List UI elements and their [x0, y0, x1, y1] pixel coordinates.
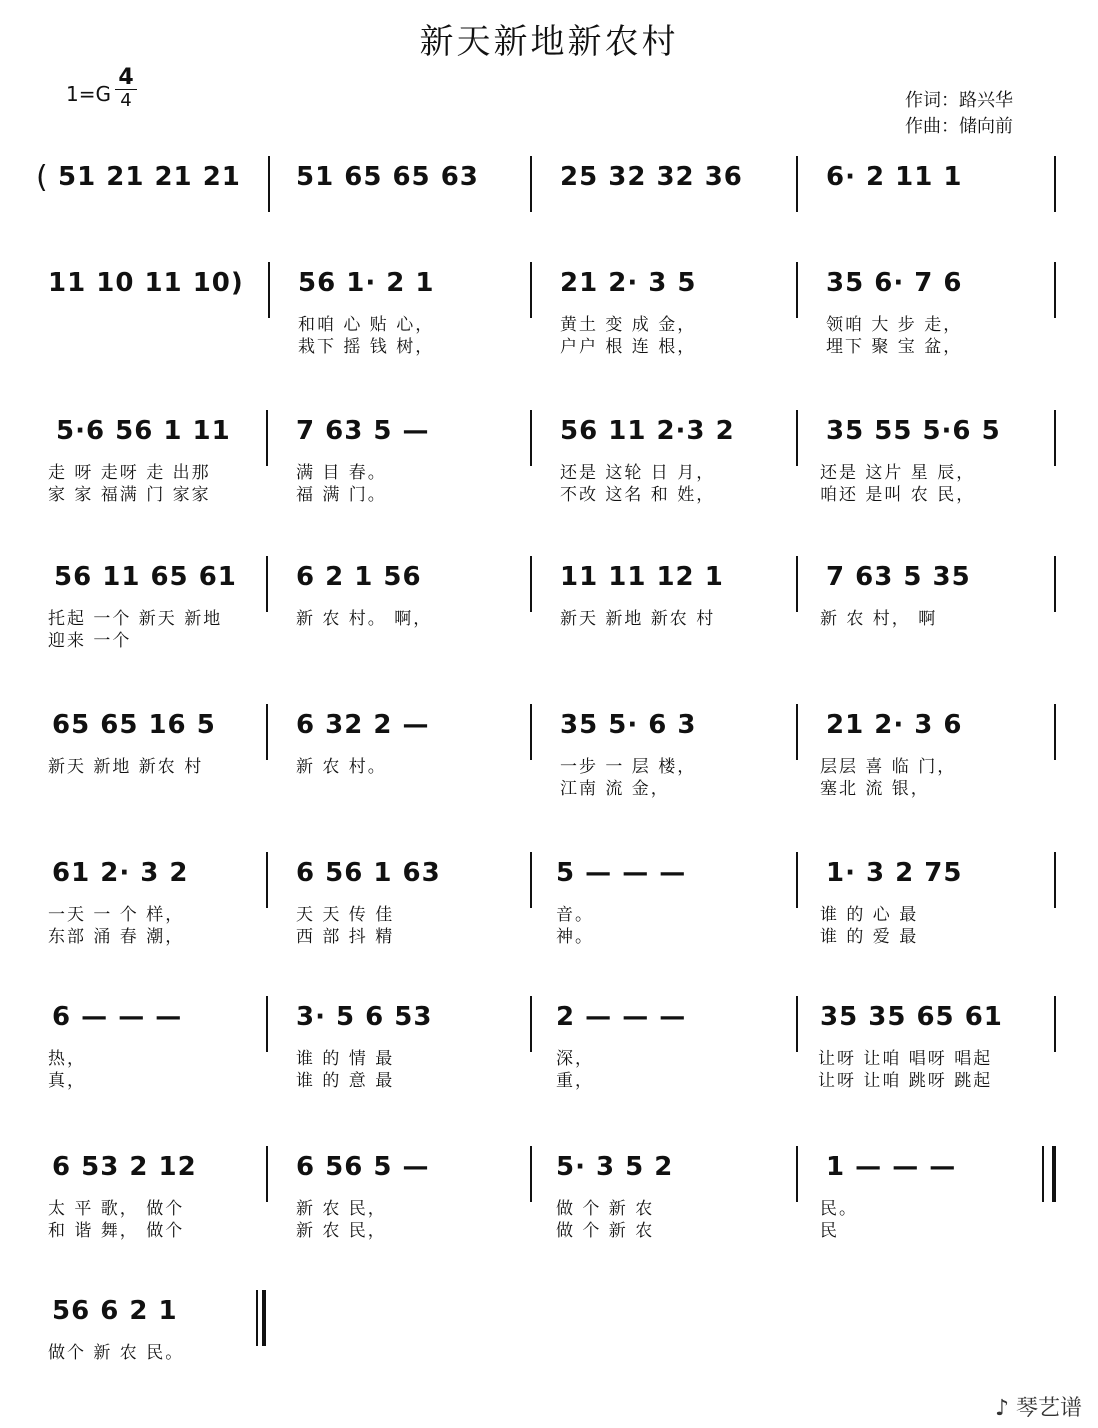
measure: 6 53 2 12 [52, 1152, 197, 1182]
measure: 1· 3 2 75 [826, 858, 963, 888]
time-signature-top: 4 [118, 65, 134, 90]
lyric-verse-1: 走 呀 走呀 走 出那 [48, 463, 211, 483]
measure: 1 — — — [826, 1152, 957, 1182]
lyric-verse-1: 民。 [820, 1199, 858, 1219]
lyric-verse-1: 太 平 歌， 做个 [48, 1199, 185, 1219]
lyric-verse-2: 西 部 抖 精 [296, 927, 395, 947]
lyric-verse-2: 谁 的 意 最 [296, 1071, 395, 1091]
lyric-verse-1: 做 个 新 农 [556, 1199, 655, 1219]
measure: 5·6 56 1 11 [56, 416, 231, 446]
measure: 51 21 21 21 [58, 162, 241, 192]
barline [796, 704, 798, 760]
watermark-logo [995, 1391, 1082, 1422]
measure: 6 32 2 — [296, 710, 430, 740]
barline [266, 996, 268, 1052]
measure: 56 11 65 61 [54, 562, 237, 592]
measure: 56 6 2 1 [52, 1296, 178, 1326]
measure: 65 65 16 5 [52, 710, 216, 740]
barline [268, 156, 270, 212]
measure: 61 2· 3 2 [52, 858, 189, 888]
end-barline-thin [256, 1290, 258, 1346]
lyric-verse-2: 让呀 让咱 跳呀 跳起 [818, 1071, 993, 1091]
lyric-verse-2: 咱还 是叫 农 民， [820, 485, 976, 505]
measure: 7 63 5 — [296, 416, 430, 446]
measure: 35 6· 7 6 [826, 268, 963, 298]
lyric-verse-2: 塞北 流 银， [820, 779, 930, 799]
lyric-verse-2: 和 谐 舞， 做个 [48, 1221, 185, 1241]
lyric-verse-2: 新 农 民， [296, 1221, 387, 1241]
lyric-verse-2: 福 满 门。 [296, 485, 387, 505]
barline [530, 1146, 532, 1202]
open-paren: ( [36, 160, 48, 195]
barline [796, 262, 798, 318]
lyric-verse-1: 托起 一个 新天 新地 [48, 609, 223, 629]
measure: 7 63 5 35 [826, 562, 971, 592]
barline [266, 704, 268, 760]
measure: 6 — — — [52, 1002, 183, 1032]
lyric-verse-1: 黄土 变 成 金， [560, 315, 697, 335]
watermark-text: 琴艺谱 [1015, 1396, 1082, 1421]
barline [266, 410, 268, 466]
measure: 11 11 12 1 [560, 562, 724, 592]
measure: 21 2· 3 6 [826, 710, 963, 740]
measure: 6 56 1 63 [296, 858, 441, 888]
measure: 25 32 32 36 [560, 162, 743, 192]
lyric-verse-1: 深， [556, 1049, 594, 1069]
lyric-verse-1: 热， [48, 1049, 86, 1069]
final-barline [1052, 1146, 1056, 1202]
lyric-verse-1: 谁 的 情 最 [296, 1049, 395, 1069]
lyric-verse-2: 真， [48, 1071, 86, 1091]
time-signature-bottom: 4 [120, 90, 132, 111]
barline [266, 556, 268, 612]
barline [796, 996, 798, 1052]
measure: 56 1· 2 1 [298, 268, 435, 298]
lyric-verse-1: 一天 一 个 样， [48, 905, 185, 925]
lyric-verse-1: 新 农 民， [296, 1199, 387, 1219]
lyric-verse-2: 不改 这名 和 姓， [560, 485, 716, 505]
time-signature [115, 65, 137, 111]
measure: 5· 3 5 2 [556, 1152, 674, 1182]
lyric-verse-2: 栽下 摇 钱 树， [298, 337, 435, 357]
measure: 21 2· 3 5 [560, 268, 697, 298]
lyric-verse-2: 户户 根 连 根， [560, 337, 697, 357]
lyric-verse-1: 让呀 让咱 唱呀 唱起 [818, 1049, 993, 1069]
key-signature: 1=G [66, 82, 111, 106]
lyric-verse-1: 谁 的 心 最 [820, 905, 919, 925]
lyric-verse-1: 新天 新地 新农 村 [48, 757, 204, 777]
measure: 11 10 11 10) [48, 268, 244, 298]
barline [530, 704, 532, 760]
lyric-verse-2: 做 个 新 农 [556, 1221, 655, 1241]
measure: 35 55 5·6 5 [826, 416, 1001, 446]
lyric-verse-1: 满 目 春。 [296, 463, 387, 483]
barline [1054, 852, 1056, 908]
lyric-verse-2: 迎来 一个 [48, 631, 132, 651]
lyric-verse-1: 新 农 村， 啊 [820, 609, 938, 629]
lyric-verse-1: 新天 新地 新农 村 [560, 609, 716, 629]
barline [796, 556, 798, 612]
barline [796, 156, 798, 212]
barline [266, 1146, 268, 1202]
lyric-verse-2: 家 家 福满 门 家家 [48, 485, 211, 505]
measure: 6· 2 11 1 [826, 162, 963, 192]
barline [1054, 704, 1056, 760]
measure: 6 56 5 — [296, 1152, 430, 1182]
measure: 2 — — — [556, 1002, 687, 1032]
measure: 51 65 65 63 [296, 162, 479, 192]
lyric-verse-1: 天 天 传 佳 [296, 905, 395, 925]
credits [905, 88, 1013, 140]
measure: 56 11 2·3 2 [560, 416, 735, 446]
barline [796, 1146, 798, 1202]
lyric-verse-2: 谁 的 爱 最 [820, 927, 919, 947]
barline [266, 852, 268, 908]
lyric-verse-2: 东部 涌 春 潮， [48, 927, 185, 947]
barline [1054, 156, 1056, 212]
logo-icon: ♪ [994, 1396, 1016, 1421]
barline [530, 996, 532, 1052]
barline [530, 262, 532, 318]
barline [530, 410, 532, 466]
composer: 作曲：储向前 [905, 116, 1013, 137]
lyric-verse-1: 层层 喜 临 门， [820, 757, 957, 777]
barline [530, 852, 532, 908]
barline [1054, 410, 1056, 466]
measure: 6 2 1 56 [296, 562, 422, 592]
barline [1054, 556, 1056, 612]
barline [796, 852, 798, 908]
lyric-verse-1: 做个 新 农 民。 [48, 1343, 185, 1363]
lyric-verse-2: 重， [556, 1071, 594, 1091]
lyric-verse-1: 音。 [556, 905, 594, 925]
lyric-verse-2: 埋下 聚 宝 盆， [826, 337, 963, 357]
measure: 35 35 65 61 [820, 1002, 1003, 1032]
lyric-verse-1: 新 农 村。 啊， [296, 609, 433, 629]
lyric-verse-1: 还是 这轮 日 月， [560, 463, 716, 483]
lyric-verse-2: 神。 [556, 927, 594, 947]
measure: 5 — — — [556, 858, 687, 888]
barline [530, 156, 532, 212]
barline [1054, 996, 1056, 1052]
barline [530, 556, 532, 612]
lyric-verse-1: 一步 一 层 楼， [560, 757, 697, 777]
barline [796, 410, 798, 466]
barline [1054, 262, 1056, 318]
repeat-barline [1042, 1146, 1044, 1202]
lyric-verse-2: 民 [820, 1221, 839, 1241]
lyric-verse-1: 和咱 心 贴 心， [298, 315, 435, 335]
lyric-verse-1: 新 农 村。 [296, 757, 387, 777]
end-barline-thick [262, 1290, 266, 1346]
measure: 35 5· 6 3 [560, 710, 697, 740]
lyricist: 作词：路兴华 [905, 90, 1013, 111]
score-title: 新天新地新农村 [419, 22, 679, 62]
barline [268, 262, 270, 318]
lyric-verse-2: 江南 流 金， [560, 779, 670, 799]
lyric-verse-1: 领咱 大 步 走， [826, 315, 963, 335]
lyric-verse-1: 还是 这片 星 辰， [820, 463, 976, 483]
measure: 3· 5 6 53 [296, 1002, 433, 1032]
